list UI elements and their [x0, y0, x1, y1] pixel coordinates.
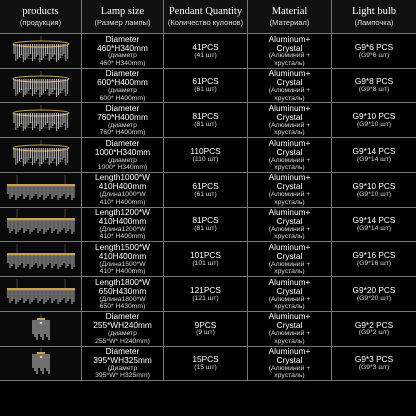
- pendant-quantity-6: [164, 208, 248, 243]
- light-bulb-line: (G9*10 шт): [356, 121, 392, 129]
- pendant-quantity-9: [164, 312, 248, 347]
- header-material: [248, 0, 332, 34]
- material-line: Aluminum+: [268, 34, 311, 44]
- header-lamp-size-en: Lamp size: [100, 6, 145, 18]
- material-line: (Алюминий +: [268, 156, 311, 164]
- header-pendant-quantity: [164, 0, 248, 34]
- light-bulb-4: [332, 138, 416, 173]
- light-bulb-5: [332, 173, 416, 208]
- header-pendant-quantity-ru: (Количество кулонов): [167, 18, 244, 28]
- light-bulb-line: (G9*3 шт): [358, 364, 390, 372]
- lamp-size-4: [82, 138, 164, 173]
- lamp-size-line: 255*WH240mm: [93, 320, 152, 331]
- pendant-quantity-2: [164, 69, 248, 104]
- material-line: (Алюминий +: [268, 330, 311, 338]
- material-3: [248, 103, 332, 138]
- material-line: (Алюминий +: [268, 295, 311, 303]
- material-6: [248, 208, 332, 243]
- lamp-size-line: (диаметр: [108, 52, 137, 60]
- header-products-en: products: [22, 6, 59, 18]
- pendant-quantity-line: (61 шт): [194, 190, 217, 198]
- pendant-quantity-8: [164, 277, 248, 312]
- lamp-size-line: 1000*H340mm: [94, 146, 151, 157]
- lamp-size-5: [82, 173, 164, 208]
- pendant-quantity-line: 15PCS: [192, 354, 219, 365]
- lamp-size-line: Length1500*W: [95, 242, 150, 252]
- lamp-size-line: Diameter: [105, 138, 140, 148]
- pendant-quantity-10: [164, 347, 248, 382]
- pendant-quantity-line: (61 шт): [194, 86, 217, 94]
- lamp-size-line: 650H430mm: [98, 285, 147, 296]
- chandelier-icon: [3, 244, 79, 274]
- material-line: (Алюминий +: [268, 260, 311, 268]
- lamp-size-line: 460* H340mm): [99, 59, 146, 67]
- product-image-4: [0, 138, 82, 173]
- pendant-quantity-line: 9PCS: [194, 319, 217, 330]
- lamp-size-line: Length1000*W: [95, 172, 150, 183]
- light-bulb-10: [332, 347, 416, 382]
- lamp-size-line: 395*W* H325mm): [95, 372, 150, 380]
- product-image-10: [0, 347, 82, 382]
- material-line: (Алюминий +: [268, 87, 311, 95]
- pendant-quantity-line: 61PCS: [192, 180, 219, 191]
- material-line: хрусталь): [274, 94, 305, 102]
- pendant-quantity-line: (41 шт): [194, 51, 217, 59]
- product-image-6: [0, 208, 82, 243]
- lamp-size-line: Length1800*W: [95, 277, 150, 287]
- light-bulb-7: [332, 242, 416, 277]
- product-image-7: [0, 242, 82, 277]
- lamp-size-10: [82, 347, 164, 382]
- material-line: Crystal: [276, 77, 303, 88]
- lamp-size-line: (диаметр: [108, 87, 137, 95]
- lamp-size-line: Diameter: [105, 346, 140, 357]
- lamp-size-1: [82, 34, 164, 69]
- lamp-size-7: [82, 242, 164, 277]
- pendant-quantity-line: 101PCS: [190, 250, 221, 261]
- header-light-bulb: [332, 0, 416, 34]
- header-light-bulb-ru: (Лампочка): [354, 18, 394, 28]
- material-line: хрусталь): [274, 268, 305, 276]
- header-lamp-size: [82, 0, 164, 34]
- light-bulb-line: G9*16 PCS: [352, 250, 396, 261]
- lamp-size-line: 600* H400mm): [99, 94, 146, 102]
- material-line: Aluminum+: [268, 242, 311, 252]
- lamp-size-2: [82, 69, 164, 104]
- product-image-5: [0, 173, 82, 208]
- material-line: Crystal: [276, 355, 303, 366]
- chandelier-icon: [3, 314, 79, 344]
- light-bulb-line: (G9*16 шт): [356, 260, 392, 268]
- material-line: Crystal: [276, 285, 303, 296]
- pendant-quantity-line: (9 шт): [196, 329, 215, 337]
- light-bulb-line: (G9*8 шт): [358, 86, 390, 94]
- pendant-quantity-line: (121 шт): [192, 294, 219, 302]
- chandelier-icon: [3, 209, 79, 239]
- light-bulb-1: [332, 34, 416, 69]
- material-line: (Алюминий +: [268, 52, 311, 60]
- light-bulb-line: G9*6 PCS: [354, 41, 394, 52]
- material-4: [248, 138, 332, 173]
- lamp-size-8: [82, 277, 164, 312]
- material-line: Crystal: [276, 111, 303, 122]
- light-bulb-line: (G9*14 шт): [356, 155, 392, 163]
- material-line: Crystal: [276, 250, 303, 261]
- lamp-size-line: Diameter: [105, 103, 140, 114]
- light-bulb-line: G9*8 PCS: [354, 76, 394, 87]
- material-line: Aluminum+: [268, 277, 311, 287]
- lamp-size-line: 1000* H340mm): [97, 163, 148, 171]
- material-line: Aluminum+: [268, 311, 311, 322]
- lamp-size-line: Diameter: [105, 34, 140, 44]
- lamp-size-line: 760* H400mm): [99, 129, 146, 137]
- lamp-size-line: 410H400mm: [98, 250, 147, 261]
- material-line: хрусталь): [274, 337, 305, 345]
- light-bulb-3: [332, 103, 416, 138]
- chandelier-icon: [3, 279, 79, 309]
- light-bulb-line: G9*2 PCS: [354, 319, 394, 330]
- material-5: [248, 173, 332, 208]
- product-image-3: [0, 103, 82, 138]
- material-line: хрусталь): [274, 129, 305, 137]
- chandelier-icon: [3, 105, 79, 135]
- product-image-9: [0, 312, 82, 347]
- material-line: Aluminum+: [268, 103, 311, 114]
- pendant-quantity-3: [164, 103, 248, 138]
- material-line: (Алюминий +: [268, 191, 311, 199]
- material-line: (Алюминий +: [268, 365, 311, 373]
- pendant-quantity-line: (81 шт): [194, 121, 217, 129]
- light-bulb-line: G9*3 PCS: [354, 354, 394, 365]
- light-bulb-line: G9*10 PCS: [352, 180, 396, 191]
- material-line: хрусталь): [274, 233, 305, 241]
- light-bulb-line: (G9*2 шт): [358, 329, 390, 337]
- chandelier-icon: [3, 348, 79, 378]
- lamp-size-line: (Длина1800*W: [99, 295, 146, 303]
- material-line: (Алюминий +: [268, 226, 311, 234]
- header-material-ru: (Материал): [269, 18, 310, 28]
- light-bulb-line: G9*14 PCS: [352, 145, 396, 156]
- header-material-en: Material: [271, 6, 308, 18]
- pendant-quantity-line: 121PCS: [190, 284, 221, 295]
- material-line: Crystal: [276, 216, 303, 227]
- lamp-size-line: 410H400mm: [98, 216, 147, 227]
- light-bulb-line: (G9*20 шт): [356, 294, 392, 302]
- lamp-size-line: Diameter: [105, 68, 140, 79]
- lamp-size-9: [82, 312, 164, 347]
- light-bulb-line: (G9*14 шт): [356, 225, 392, 233]
- header-products: [0, 0, 82, 34]
- material-line: (Алюминий +: [268, 121, 311, 129]
- material-7: [248, 242, 332, 277]
- material-2: [248, 69, 332, 104]
- material-line: Crystal: [276, 320, 303, 331]
- lamp-size-line: Length1200*W: [95, 207, 150, 218]
- lamp-size-line: (Длина1000*W: [99, 191, 146, 199]
- pendant-quantity-5: [164, 173, 248, 208]
- lamp-size-line: (диаметр: [108, 121, 137, 129]
- pendant-quantity-line: (110 шт): [192, 155, 219, 163]
- material-line: хрусталь): [274, 372, 305, 380]
- header-pendant-quantity-en: Pendant Quantity: [168, 6, 243, 18]
- header-light-bulb-en: Light bulb: [351, 6, 397, 18]
- lamp-size-line: 410* H400mm): [99, 198, 146, 206]
- material-9: [248, 312, 332, 347]
- light-bulb-line: G9*14 PCS: [352, 215, 396, 226]
- light-bulb-9: [332, 312, 416, 347]
- pendant-quantity-line: 81PCS: [192, 215, 219, 226]
- material-line: Aluminum+: [268, 207, 311, 218]
- material-10: [248, 347, 332, 382]
- light-bulb-line: (G9*6 шт): [358, 51, 390, 59]
- lamp-size-line: 460*H340mm: [97, 42, 148, 53]
- lamp-size-line: (Длина1500*W: [99, 260, 146, 268]
- pendant-quantity-line: (81 шт): [194, 225, 217, 233]
- material-line: Crystal: [276, 181, 303, 192]
- lamp-size-line: (Диаметр: [107, 365, 138, 373]
- material-line: хрусталь): [274, 198, 305, 206]
- lamp-size-line: 410* H400mm): [99, 233, 146, 241]
- lamp-size-line: (Длина1200*W: [99, 226, 146, 234]
- header-lamp-size-ru: (Размер лампы): [94, 18, 151, 28]
- lamp-size-line: (диаметр: [108, 156, 137, 164]
- pendant-quantity-1: [164, 34, 248, 69]
- pendant-quantity-line: (15 шт): [194, 364, 217, 372]
- product-image-1: [0, 34, 82, 69]
- pendant-quantity-line: (101 шт): [192, 260, 219, 268]
- light-bulb-6: [332, 208, 416, 243]
- lamp-size-line: (диаметр: [108, 330, 137, 338]
- light-bulb-line: G9*20 PCS: [352, 284, 396, 295]
- material-line: Crystal: [276, 146, 303, 157]
- product-image-2: [0, 69, 82, 104]
- lamp-size-line: 410* H400mm): [99, 268, 146, 276]
- pendant-quantity-line: 41PCS: [192, 41, 219, 52]
- material-line: Crystal: [276, 42, 303, 53]
- material-1: [248, 34, 332, 69]
- product-image-8: [0, 277, 82, 312]
- light-bulb-2: [332, 69, 416, 104]
- lamp-size-line: 395*WH325mm: [93, 355, 152, 366]
- chandelier-icon: [3, 175, 79, 205]
- pendant-quantity-line: 110PCS: [190, 145, 221, 156]
- lamp-size-line: 760*H400mm: [97, 111, 148, 122]
- lamp-size-3: [82, 103, 164, 138]
- lamp-size-6: [82, 208, 164, 243]
- chandelier-icon: [3, 140, 79, 170]
- material-line: Aluminum+: [268, 172, 311, 183]
- material-line: Aluminum+: [268, 346, 311, 357]
- pendant-quantity-line: 61PCS: [192, 76, 219, 87]
- material-8: [248, 277, 332, 312]
- lamp-size-line: Diameter: [105, 311, 140, 322]
- header-products-ru: (продукция): [19, 18, 62, 28]
- chandelier-icon: [3, 36, 79, 66]
- pendant-quantity-7: [164, 242, 248, 277]
- light-bulb-8: [332, 277, 416, 312]
- lamp-size-line: 650* H430mm): [99, 302, 146, 310]
- chandelier-icon: [3, 71, 79, 101]
- light-bulb-line: (G9*10 шт): [356, 190, 392, 198]
- lamp-size-line: 255*W* H240mm): [95, 337, 150, 345]
- pendant-quantity-line: 81PCS: [192, 111, 219, 122]
- pendant-quantity-4: [164, 138, 248, 173]
- lamp-size-line: 410H400mm: [98, 181, 147, 192]
- light-bulb-line: G9*10 PCS: [352, 111, 396, 122]
- lamp-size-line: 600*H400mm: [97, 77, 148, 88]
- material-line: Aluminum+: [268, 138, 311, 148]
- material-line: Aluminum+: [268, 68, 311, 79]
- material-line: хрусталь): [274, 302, 305, 310]
- material-line: хрусталь): [274, 59, 305, 67]
- material-line: хрусталь): [274, 163, 305, 171]
